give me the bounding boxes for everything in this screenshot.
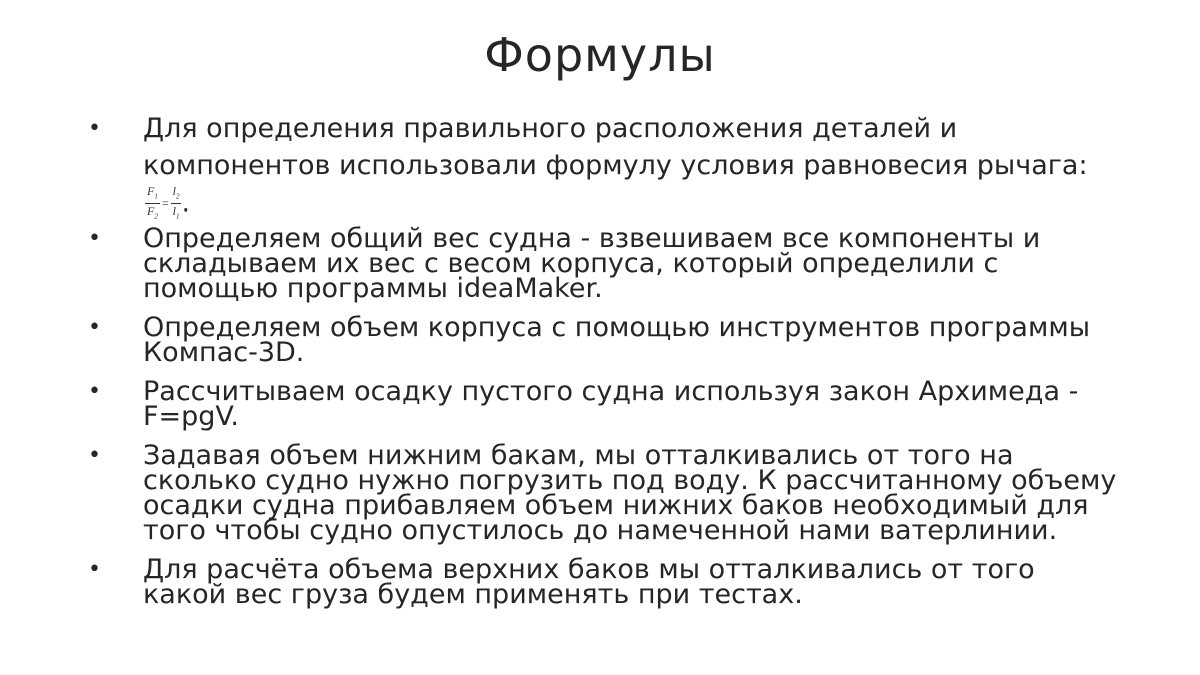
bullet-item-2 xyxy=(88,222,1118,304)
bullet-dot-icon: • xyxy=(88,442,101,468)
bullet-item-3 xyxy=(88,311,1118,368)
bullet-dot-icon: • xyxy=(88,116,101,141)
formula-equals: = xyxy=(161,196,169,211)
slide-title: Формулы xyxy=(484,28,716,82)
bullet-dot-icon: • xyxy=(88,556,101,582)
bullet-text-5: Задавая объем нижним бакам, мы отталкивались от того на сколько судно нужно погрузить под воду. К рассчитанному объему осадки судна прибавляем объем нижних баков необходимый для того чтобы судно опустилось до намеченной нами ватерлинии. xyxy=(143,439,1117,546)
formula-fraction-left: $\frac{F_1}{F_2}$ xyxy=(147,184,158,221)
bullet-text-1: Для определения правильного расположения деталей и компонентов использовали формулу условия равновесия рычага: xyxy=(143,113,1088,181)
bullet-dot-icon: • xyxy=(88,378,101,404)
bullet-text-4: Рассчитываем осадку пустого судна используя закон Архимеда - F=pgV. xyxy=(143,375,1079,432)
bullet-text-6: Для расчёта объема верхних баков мы отталкивались от того какой вес груза будем применять при тестах. xyxy=(143,553,1035,610)
bullet-text-2: Определяем общий вес судна - взвешиваем все компоненты и складываем их вес с весом корпуса, который определили с помощью программы ideaMaker. xyxy=(143,222,1041,304)
formula-fraction-right: $\frac{l_2}{l_1}$ xyxy=(172,184,180,221)
lever-formula xyxy=(145,184,181,224)
bullet-text-1-end: . xyxy=(181,187,191,219)
bullet-item-1 xyxy=(88,110,1118,224)
bullet-text-3: Определяем объем корпуса с помощью инструментов программы Компас-3D. xyxy=(143,311,1091,368)
bullet-item-6 xyxy=(88,553,1118,610)
bullet-item-5 xyxy=(88,439,1118,546)
bullet-list xyxy=(88,110,1118,621)
bullet-dot-icon: • xyxy=(88,225,101,251)
bullet-item-4 xyxy=(88,375,1118,432)
bullet-dot-icon: • xyxy=(88,314,101,340)
